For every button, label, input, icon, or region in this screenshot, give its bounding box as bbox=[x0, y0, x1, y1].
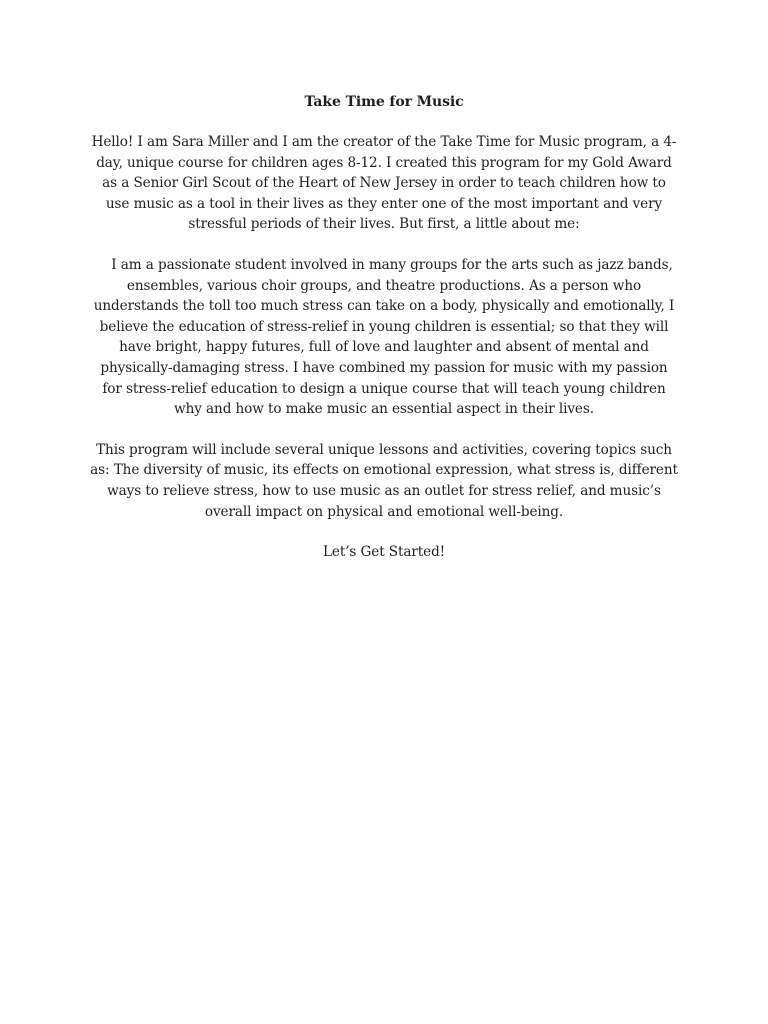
document-title: Take Time for Music bbox=[304, 94, 464, 110]
program-paragraph: This program will include several unique lessons and activities, covering topics such as: The diversity of music, its effects on emotional expression, what stress is, different ways to relieve stress, how to use music as an outlet for stress relief, and music’s overall impact on physical and emotional well-being. bbox=[90, 441, 678, 520]
closing-line: Let’s Get Started! bbox=[322, 544, 446, 561]
document-body bbox=[90, 92, 678, 563]
intro-paragraph: Hello! I am Sara Miller and I am the creator of the Take Time for Music program, a 4-day, unique course for children ages 8-12. I created this program for my Gold Award as a Senior Girl Scout of the Heart of New Jersey in order to teach children how to use music as a tool in their lives as they enter one of the most important and very stressful periods of their lives. But first, a little about me: bbox=[91, 134, 677, 233]
about-paragraph: I am a passionate student involved in many groups for the arts such as jazz bands, ensembles, various choir groups, and theatre productions. As a person who understands the toll too much stress can take on a body, physically and emotionally, I believe the education of stress-relief in young children is essential; so that they will have bright, happy futures, full of love and laughter and absent of mental and physically-damaging stress. I have combined my passion for music with my passion for stress-relief education to design a unique course that will teach young children why and how to make music an essential aspect in their lives. bbox=[93, 256, 675, 418]
